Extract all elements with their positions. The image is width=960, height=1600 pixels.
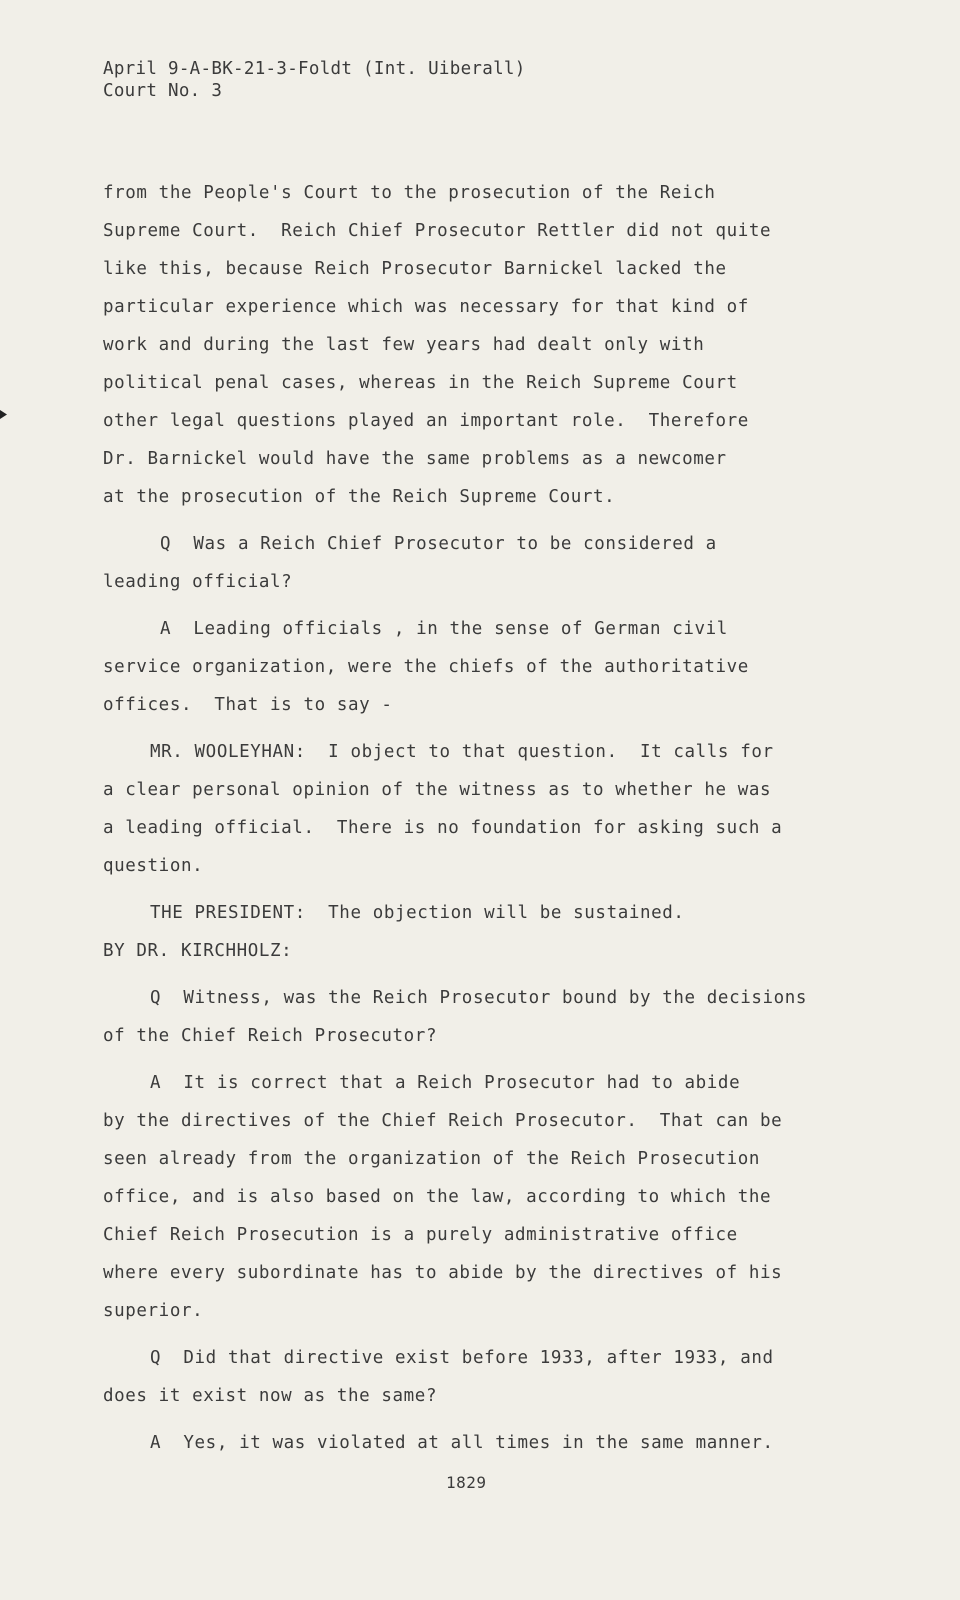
body-line: seen already from the organization of the Reich Prosecution <box>103 1149 761 1169</box>
body-line: Supreme Court. Reich Chief Prosecutor Rettler did not quite <box>103 221 772 241</box>
page-number: 1829 <box>446 1473 487 1492</box>
body-line: superior. <box>103 1301 204 1321</box>
body-line: like this, because Reich Prosecutor Barnickel lacked the <box>103 259 727 279</box>
body-line: political penal cases, whereas in the Reich Supreme Court <box>103 373 738 393</box>
body-line: where every subordinate has to abide by the directives of his <box>103 1263 783 1283</box>
body-line: Q Was a Reich Chief Prosecutor to be considered a <box>160 534 717 554</box>
body-line: at the prosecution of the Reich Supreme Court. <box>103 487 616 507</box>
body-line: service organization, were the chiefs of the authoritative <box>103 657 749 677</box>
header-session-line: April 9-A-BK-21-3-Foldt (Int. Uiberall) <box>103 59 526 79</box>
body-line: other legal questions played an important role. Therefore <box>103 411 749 431</box>
body-line: A Yes, it was violated at all times in the same manner. <box>150 1433 774 1453</box>
body-line: from the People's Court to the prosecution of the Reich <box>103 183 716 203</box>
body-line: Dr. Barnickel would have the same problems as a newcomer <box>103 449 727 469</box>
binding-mark <box>0 410 7 419</box>
header-court-line: Court No. 3 <box>103 81 223 101</box>
body-line: Q Witness, was the Reich Prosecutor bound by the decisions <box>150 988 808 1008</box>
body-line: particular experience which was necessary for that kind of <box>103 297 749 317</box>
body-line: question. <box>103 856 204 876</box>
body-line: A Leading officials , in the sense of German civil <box>160 619 728 639</box>
body-line: Chief Reich Prosecution is a purely administrative office <box>103 1225 738 1245</box>
body-line: MR. WOOLEYHAN: I object to that question. It calls for <box>150 742 774 762</box>
body-line: THE PRESIDENT: The objection will be sustained. <box>150 903 685 923</box>
body-line: office, and is also based on the law, according to which the <box>103 1187 772 1207</box>
body-line: offices. That is to say - <box>103 695 393 715</box>
body-line: of the Chief Reich Prosecutor? <box>103 1026 438 1046</box>
body-line: Q Did that directive exist before 1933, after 1933, and <box>150 1348 774 1368</box>
body-line: BY DR. KIRCHHOLZ: <box>103 941 293 961</box>
body-line: a clear personal opinion of the witness as to whether he was <box>103 780 772 800</box>
body-line: does it exist now as the same? <box>103 1386 438 1406</box>
body-line: work and during the last few years had dealt only with <box>103 335 705 355</box>
body-line: A It is correct that a Reich Prosecutor had to abide <box>150 1073 741 1093</box>
page-header <box>103 58 526 102</box>
body-line: by the directives of the Chief Reich Prosecutor. That can be <box>103 1111 783 1131</box>
body-line: a leading official. There is no foundation for asking such a <box>103 818 783 838</box>
body-line: leading official? <box>103 572 293 592</box>
